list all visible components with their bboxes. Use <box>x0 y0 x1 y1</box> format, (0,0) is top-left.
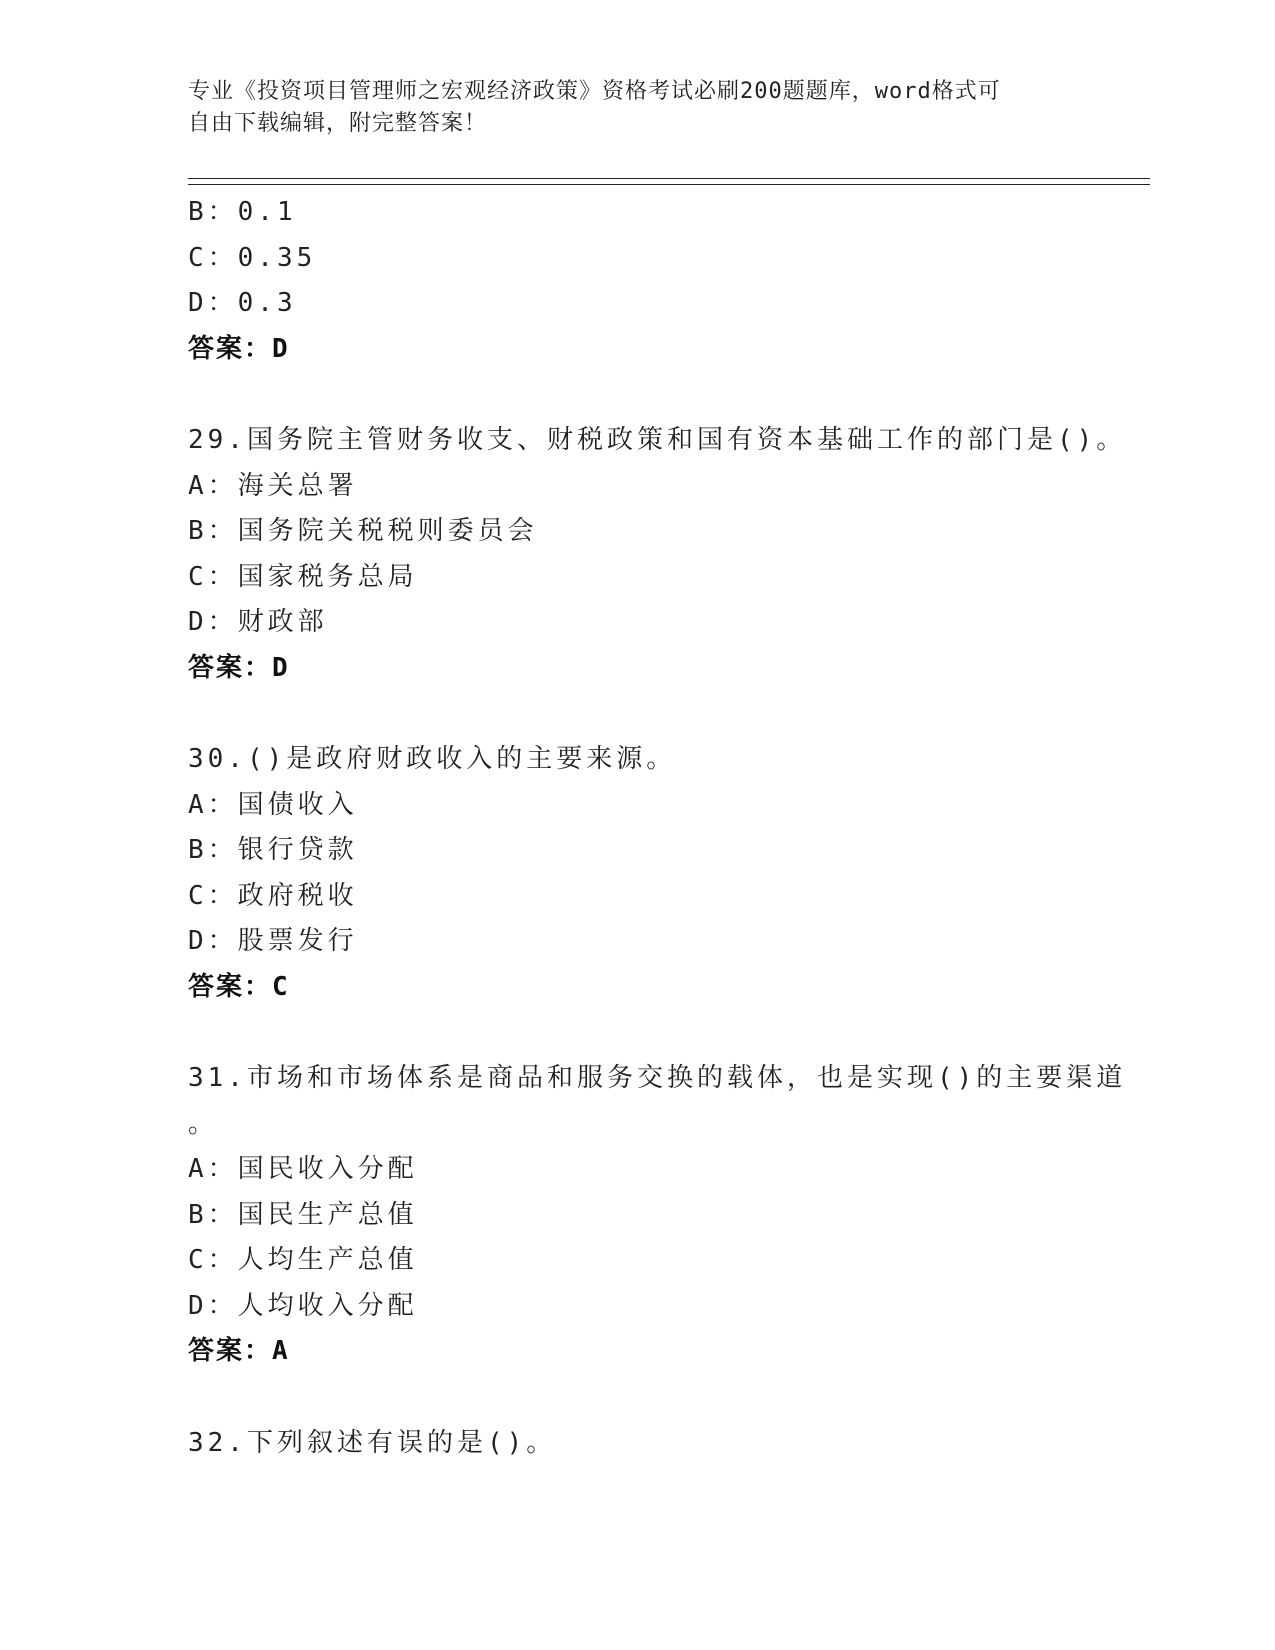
question-31 <box>188 1056 1148 1375</box>
option-d: D：股票发行 <box>188 926 358 956</box>
option-a: A：国民收入分配 <box>188 1154 418 1184</box>
header-title-line-2: 自由下载编辑，附完整答案！ <box>188 111 488 136</box>
question-list <box>188 190 1148 1466</box>
question-29 <box>188 418 1148 691</box>
header-divider <box>188 178 1150 185</box>
option-b: B：银行贷款 <box>188 835 358 865</box>
option-d: D：0.3 <box>188 288 297 318</box>
document-header <box>188 76 1088 140</box>
answer: 答案：A <box>188 1336 290 1366</box>
question-stem-tail: 。 <box>188 1108 219 1139</box>
option-b: B：国民生产总值 <box>188 1199 418 1230</box>
option-b: B：0.1 <box>188 197 297 227</box>
header-title-line-1: 专业《投资项目管理师之宏观经济政策》资格考试必刷200题题库，word格式可 <box>188 79 1001 104</box>
answer: 答案：D <box>188 333 290 364</box>
option-b: B：国务院关税税则委员会 <box>188 516 538 546</box>
answer: 答案：C <box>188 971 290 1002</box>
option-c: C：人均生产总值 <box>188 1245 418 1275</box>
option-c: C：国家税务总局 <box>188 561 418 592</box>
question-30 <box>188 737 1148 1010</box>
spacer <box>188 372 1148 418</box>
option-a: A：海关总署 <box>188 470 358 501</box>
question-28-continued <box>188 190 1148 372</box>
question-stem: 30.()是政府财政收入的主要来源。 <box>188 744 677 774</box>
option-d: D：人均收入分配 <box>188 1290 418 1321</box>
option-d: D：财政部 <box>188 607 328 637</box>
answer: 答案：D <box>188 652 290 683</box>
question-32 <box>188 1421 1148 1467</box>
question-stem: 31.市场和市场体系是商品和服务交换的载体，也是实现()的主要渠道 <box>188 1063 1127 1093</box>
question-stem: 29.国务院主管财务收支、财税政策和国有资本基础工作的部门是()。 <box>188 425 1127 455</box>
spacer <box>188 1010 1148 1056</box>
option-c: C：0.35 <box>188 242 317 273</box>
spacer <box>188 691 1148 737</box>
option-a: A：国债收入 <box>188 789 358 820</box>
spacer <box>188 1375 1148 1421</box>
option-c: C：政府税收 <box>188 880 358 911</box>
question-stem: 32.下列叙述有误的是()。 <box>188 1427 557 1458</box>
